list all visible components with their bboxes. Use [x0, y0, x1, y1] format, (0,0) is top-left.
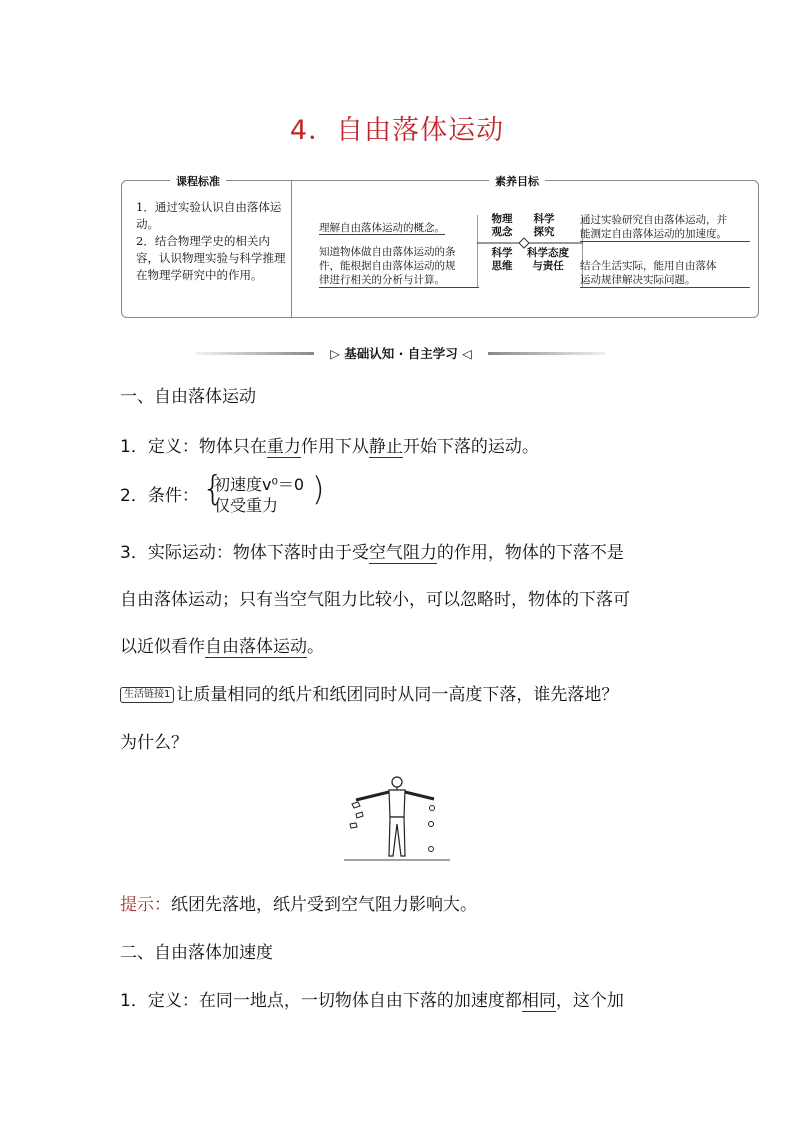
banner-text: ▷ 基础认知 · 自主学习 ◁ — [330, 346, 472, 361]
condition-2: 仅受重力 — [214, 496, 279, 515]
falling-objects-illustration — [342, 772, 452, 864]
condition-1: 初速度v⁰＝0 — [214, 475, 305, 494]
life-link-line-2: 为什么？ — [120, 733, 188, 753]
objectives-box — [121, 175, 759, 318]
goal-left-1: 理解自由落体运动的概念。 — [319, 222, 445, 234]
hint-label: 提示： — [120, 895, 171, 915]
definition-2: 1．定义：在同一地点，一切物体自由下落的加速度都相同，这个加 — [120, 991, 624, 1011]
life-link-line-1: 生活链接1 让质量相同的纸片和纸团同时从同一高度下落，谁先落地？ — [120, 680, 618, 705]
hint-line: 提示：纸团先落地，纸片受到空气阻力影响大。 — [120, 895, 477, 915]
core-tr: 科学 探究 — [533, 213, 555, 238]
definition-1: 1．定义：物体只在重力作用下从静止开始下落的运动。 — [120, 437, 539, 457]
goal-left-2: 知道物体做自由落体运动的条 件，能根据自由落体运动的规 律进行相关的分析与计算。 — [319, 245, 479, 288]
goal-right-2: 结合生活实际，能用自由落体 运动规律解决实际问题。 — [580, 259, 750, 288]
actual-motion-line-1: 3．实际运动：物体下落时由于受空气阻力的作用，物体的下落不是 — [120, 543, 624, 563]
actual-motion-line-3: 以近似看作自由落体运动。 — [120, 637, 324, 657]
brace-left: { — [202, 469, 224, 509]
core-tl: 物理 观念 — [491, 213, 513, 238]
goal-right-1: 通过实验研究自由落体运动，并 能测定自由落体运动的加速度。 — [580, 213, 750, 242]
core-br: 科学态度 与责任 — [527, 247, 569, 272]
life-link-tag: 生活链接1 — [120, 687, 174, 703]
section-banner — [196, 344, 606, 362]
page-title: 4．自由落体运动 — [289, 115, 505, 146]
brace-right: ) — [312, 470, 325, 508]
standard-list — [136, 199, 286, 284]
core-bl: 科学 思维 — [491, 247, 513, 272]
box-divider — [291, 181, 292, 317]
standard-item: 1．通过实验认识自由落体运动。 — [136, 200, 282, 231]
goal-label: 素养目标 — [489, 173, 545, 189]
section-heading-1: 一、自由落体运动 — [120, 387, 256, 407]
condition-label: 2．条件： — [120, 486, 199, 506]
standard-label: 课程标准 — [170, 173, 226, 189]
standard-item: 2．结合物理学史的相关内容，认识物理实验与科学推理在物理学研究中的作用。 — [136, 234, 286, 282]
section-heading-2: 二、自由落体加速度 — [120, 943, 273, 963]
actual-motion-line-2: 自由落体运动；只有当空气阻力比较小，可以忽略时，物体的下落可 — [120, 590, 630, 610]
